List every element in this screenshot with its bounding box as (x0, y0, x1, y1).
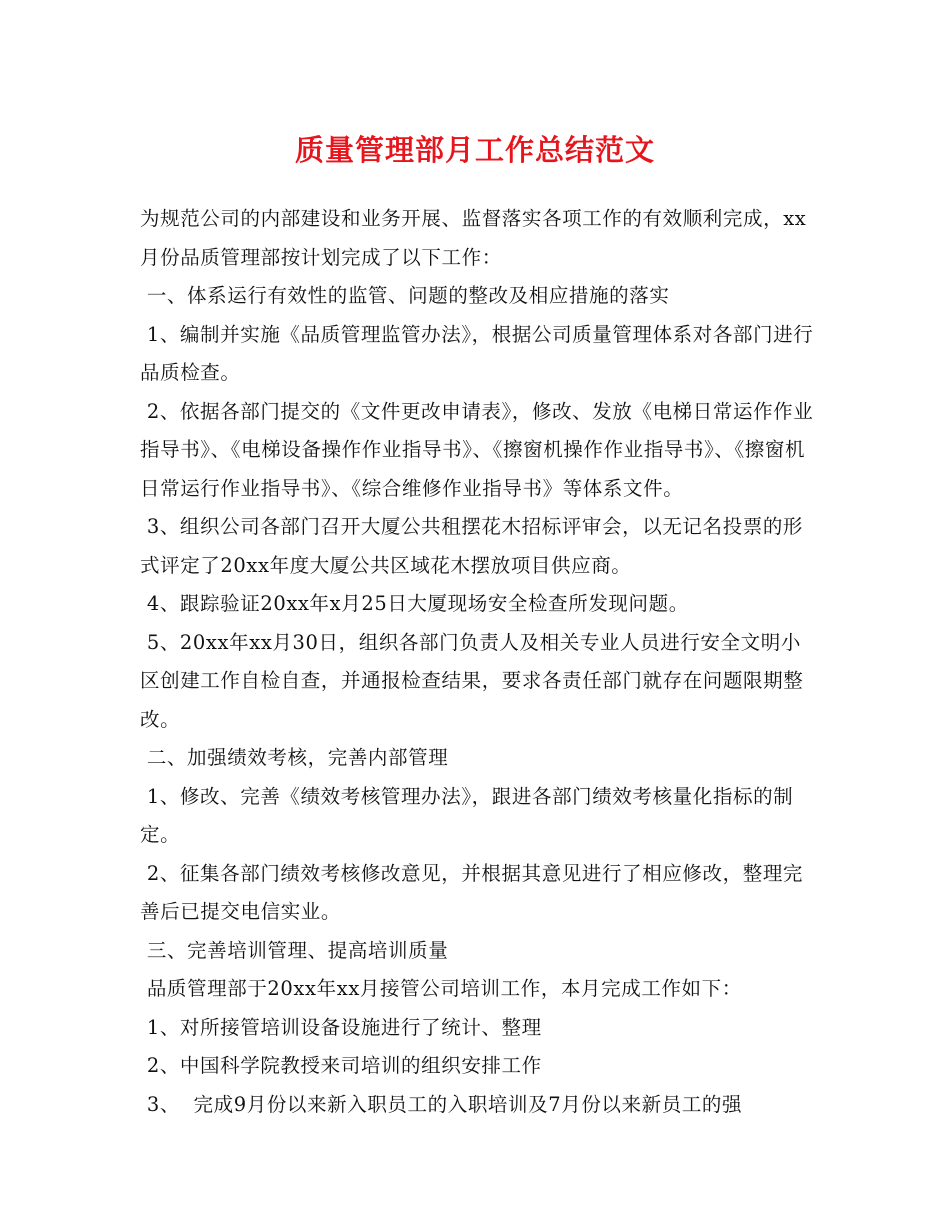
paragraph-item: 品质管理部于20xx年xx月接管公司培训工作，本月完成工作如下： (140, 977, 742, 1000)
paragraph-item: 2、中国科学院教授来司培训的组织安排工作 (140, 1054, 542, 1077)
paragraph-item: 4、跟踪验证20xx年x月25日大厦现场安全检查所发现问题。 (140, 592, 689, 615)
paragraph-item: 3、组织公司各部门召开大厦公共租摆花木招标评审会，以无记名投票的形式评定了20xx年度大厦公共区域花木摆放项目供应商。 (140, 515, 804, 577)
paragraph-item: 3、 完成9月份以来新入职员工的入职培训及7月份以来新员工的强 (140, 1092, 743, 1116)
paragraph-item: 1、编制并实施《品质管理监管办法》，根据公司质量管理体系对各部门进行品质检查。 (140, 322, 814, 384)
section-heading-3: 三、完善培训管理、提高培训质量 (140, 938, 449, 962)
section-heading-1: 一、体系运行有效性的监管、问题的整改及相应措施的落实 (140, 284, 670, 307)
paragraph-item: 1、修改、完善《绩效考核管理办法》，跟进各部门绩效考核量化指标的制定。 (140, 784, 794, 846)
paragraph-item: 2、征集各部门绩效考核修改意见，并根据其意见进行了相应修改，整理完善后已提交电信实业。 (140, 861, 804, 923)
paragraph-item: 5、20xx年xx月30日，组织各部门负责人及相关专业人员进行安全文明小区创建工作自检自查，并通报检查结果，要求各责任部门就存在问题限期整改。 (140, 630, 804, 731)
section-heading-2: 二、加强绩效考核，完善内部管理 (140, 746, 449, 769)
document-title: 质量管理部月工作总结范文 (294, 133, 655, 167)
document-body (140, 200, 820, 1124)
paragraph-item: 2、依据各部门提交的《文件更改申请表》，修改、发放《电梯日常运作作业指导书》、《电梯设备操作作业指导书》、《擦窗机操作作业指导书》、《擦窗机日常运行作业指导书》、《综合维修作业指导书》等体系文件。 (140, 399, 814, 500)
paragraph-intro: 为规范公司的内部建设和业务开展、监督落实各项工作的有效顺利完成，xx月份品质管理部按计划完成了以下工作： (140, 207, 807, 269)
paragraph-item: 1、对所接管培训设备设施进行了统计、整理 (140, 1015, 542, 1039)
